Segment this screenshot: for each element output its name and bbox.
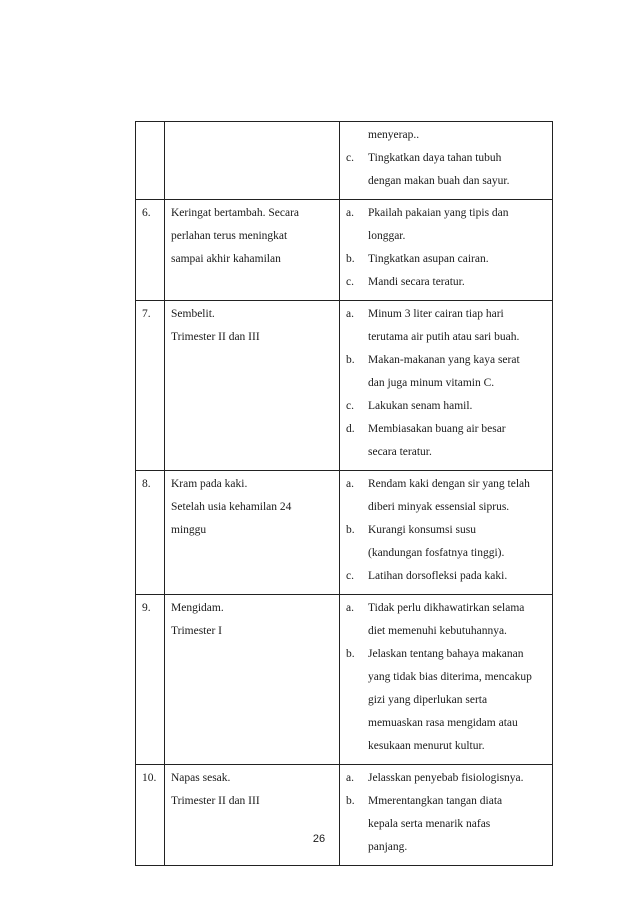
problem-line: Trimester II dan III [171, 795, 260, 807]
problem-line: Keringat bertambah. Secara [171, 207, 300, 219]
solution-text: dan juga minum vitamin C. [368, 377, 495, 389]
table-row [136, 301, 553, 471]
problem-line: sampai akhir kahamilan [171, 253, 281, 265]
problem-cell [165, 200, 340, 301]
solution-text: Makan-makanan yang kaya serat [368, 354, 520, 366]
solution-text: (kandungan fosfatnya tinggi). [368, 547, 505, 559]
solution-text: Pkailah pakaian yang tipis dan [368, 207, 509, 219]
problem-cell [165, 471, 340, 595]
solution-label: a. [346, 602, 354, 614]
row-number-cell [136, 200, 165, 301]
solution-label: b. [346, 354, 355, 366]
solution-cell [340, 122, 553, 200]
solution-cell [340, 765, 553, 866]
pregnancy-discomfort-table [135, 121, 553, 866]
solution-text: panjang. [368, 841, 408, 853]
solution-label: c. [346, 152, 354, 164]
row-number: 9. [142, 602, 151, 614]
problem-cell [165, 122, 340, 200]
solution-item [346, 124, 548, 147]
row-number: 6. [142, 207, 151, 219]
solution-text: Minum 3 liter cairan tiap hari [368, 308, 504, 320]
solution-text: terutama air putih atau sari buah. [368, 331, 520, 343]
problem-line: Sembelit. [171, 308, 215, 320]
solution-item [346, 643, 548, 758]
solution-item [346, 473, 548, 519]
solution-cell [340, 301, 553, 471]
solution-label: a. [346, 207, 354, 219]
solution-item [346, 790, 548, 859]
problem-line: Napas sesak. [171, 772, 231, 784]
solution-text: Tidak perlu dikhawatirkan selama [368, 602, 525, 614]
solution-item [346, 565, 548, 588]
solution-label: c. [346, 570, 354, 582]
solution-item [346, 349, 548, 395]
solution-label: c. [346, 276, 354, 288]
solution-text: yang tidak bias diterima, mencakup [368, 671, 532, 683]
solution-item [346, 395, 548, 418]
problem-line: Trimester I [171, 625, 223, 637]
row-number-cell [136, 595, 165, 765]
row-number-cell [136, 301, 165, 471]
page-number: 26 [312, 833, 326, 845]
solution-label: b. [346, 795, 355, 807]
solution-text: diet memenuhi kebutuhannya. [368, 625, 507, 637]
row-number-cell [136, 471, 165, 595]
solution-text: Membiasakan buang air besar [368, 423, 506, 435]
solution-item [346, 303, 548, 349]
row-number: 7. [142, 308, 151, 320]
solution-text: secara teratur. [368, 446, 432, 458]
solution-label: b. [346, 648, 355, 660]
row-number: 10. [142, 772, 157, 784]
solution-text: kesukaan menurut kultur. [368, 740, 485, 752]
solution-item [346, 248, 548, 271]
problem-cell [165, 301, 340, 471]
solution-cell [340, 200, 553, 301]
problem-cell [165, 595, 340, 765]
solution-cell [340, 595, 553, 765]
problem-cell [165, 765, 340, 866]
solution-text: Tingkatkan asupan cairan. [368, 253, 489, 265]
solution-text: diberi minyak essensial siprus. [368, 501, 510, 513]
solution-text: Mmerentangkan tangan diata [368, 795, 503, 807]
solution-text: menyerap.. [368, 129, 420, 141]
problem-line: minggu [171, 524, 207, 536]
solution-item [346, 597, 548, 643]
solution-text: Jelaskan tentang bahaya makanan [368, 648, 524, 660]
solution-label: d. [346, 423, 355, 435]
problem-line: Trimester II dan III [171, 331, 260, 343]
solution-text: Tingkatkan daya tahan tubuh [368, 152, 502, 164]
table-row [136, 471, 553, 595]
solution-label: a. [346, 772, 354, 784]
table-row [136, 595, 553, 765]
solution-text: Latihan dorsofleksi pada kaki. [368, 570, 508, 582]
solution-item [346, 418, 548, 464]
solution-item [346, 202, 548, 248]
solution-text: dengan makan buah dan sayur. [368, 175, 510, 187]
solution-label: a. [346, 478, 354, 490]
solution-text: Mandi secara teratur. [368, 276, 465, 288]
solution-label: b. [346, 253, 355, 265]
row-number-cell [136, 122, 165, 200]
solution-text: gizi yang diperlukan serta [368, 694, 488, 706]
solution-label: a. [346, 308, 354, 320]
solution-text: kepala serta menarik nafas [368, 818, 491, 830]
problem-line: Kram pada kaki. [171, 478, 248, 490]
table-row [136, 765, 553, 866]
solution-item [346, 767, 548, 790]
solution-label: b. [346, 524, 355, 536]
solution-text: Rendam kaki dengan sir yang telah [368, 478, 530, 490]
solution-item [346, 147, 548, 193]
problem-line: perlahan terus meningkat [171, 230, 288, 242]
solution-text: Jelasskan penyebab fisiologisnya. [368, 772, 524, 784]
solution-cell [340, 471, 553, 595]
solution-item [346, 271, 548, 294]
row-number [136, 122, 164, 124]
row-number-cell [136, 765, 165, 866]
solution-text: memuaskan rasa mengidam atau [368, 717, 518, 729]
solution-text: Lakukan senam hamil. [368, 400, 473, 412]
row-number: 8. [142, 478, 151, 490]
solution-text: longgar. [368, 230, 406, 242]
problem-line: Mengidam. [171, 602, 224, 614]
solution-label: c. [346, 400, 354, 412]
table-row-continued [136, 122, 553, 200]
table-row [136, 200, 553, 301]
solution-item [346, 519, 548, 565]
solution-text: Kurangi konsumsi susu [368, 524, 476, 536]
problem-line: Setelah usia kehamilan 24 [171, 501, 292, 513]
